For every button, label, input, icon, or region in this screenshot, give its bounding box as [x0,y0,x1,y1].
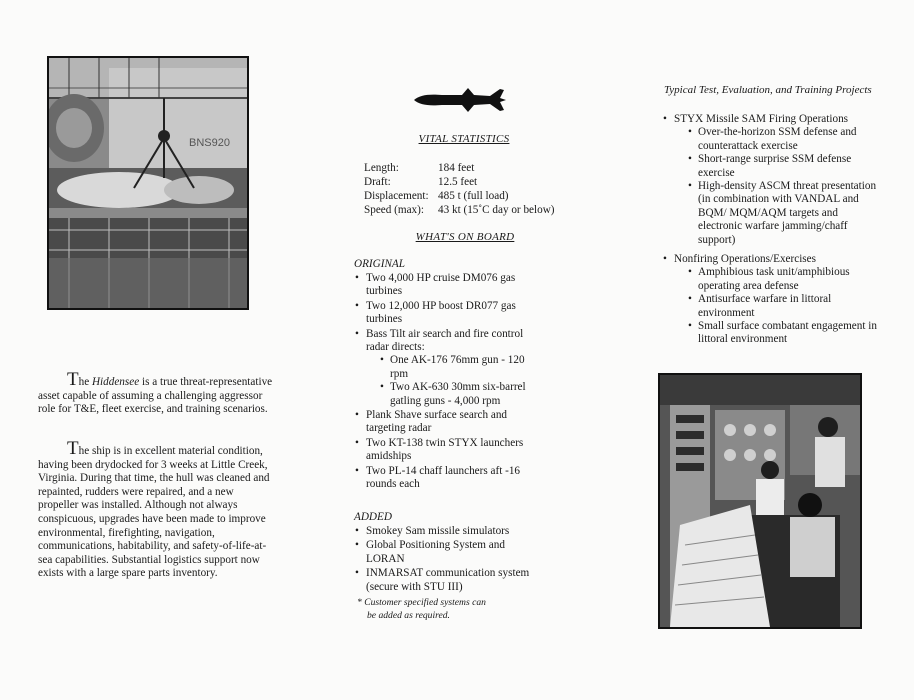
list-item: • Antisurface warfare in littoral environment [688,293,884,320]
control-room-photo [658,373,862,629]
list-item: • Two PL-14 chaff launchers aft -16 rounds each [354,465,534,492]
intro-paragraph-block [38,369,274,417]
list-item: • INMARSAT communication system (secure with STU III) [354,567,544,594]
drop-cap-letter: T [67,369,79,390]
list-item: • Bass Tilt air search and fire control radar directs: • One AK-176 76mm gun - 120 rpm • Two AK-630 30mm six-barrel gatling guns - 4,000 rpm [354,328,534,408]
list-item: • Smokey Sam missile simulators [354,525,544,538]
ship-deck-missile-loading-photo [49,58,247,308]
ship-deck-photo [47,56,249,310]
condition-paragraph: The ship is in excellent material condition, having been drydocked for 3 weeks at Little Creek, Virginia. During that time, the hull was cleaned and repainted, rudders were repaired, and a new propeller was installed. Although not always conspicuous, upgrades have been made to improve environmental, firefighting, navigation, communications, habitability, and safety-of-life-at-sea capabilities. Substantial logistics support now exists with a large spare parts inventory. [38,438,270,580]
added-label: ADDED [354,511,392,523]
added-equipment-list [354,525,544,594]
control-room-crew-photo [660,375,860,627]
sub-list [366,354,534,408]
list-item: • Plank Shave surface search and targeting radar [354,409,534,436]
whats-on-board-title: WHAT'S ON BOARD [415,231,515,243]
list-item: • Over-the-horizon SSM defense and counterattack exercise [688,126,884,153]
intro-paragraph: The Hiddensee is a true threat-representative asset capable of assuming a challenging aggressor role for T&E, fleet exercise, and training scenarios. [38,369,273,416]
stat-row-displacement: Displacement: 485 t (full load) [364,190,509,202]
stat-row-speed: Speed (max): 43 kt (15˚C day or below) [364,204,555,216]
list-item: • Two 4,000 HP cruise DM076 gas turbines [354,272,534,299]
list-item: • Global Positioning System and LORAN [354,539,544,566]
list-item: • Amphibious task unit/amphibious operating area defense [688,266,884,293]
list-item: • Two KT-138 twin STYX launchers amidships [354,437,534,464]
stat-row-length: Length: 184 feet [364,162,475,174]
vital-statistics-table [364,161,555,217]
condition-paragraph-block [38,438,274,581]
list-item: • Nonfiring Operations/Exercises • Amphibious task unit/amphibious operating area defense • Antisurface warfare in littoral environment • Small surface combatant engagement in littoral environment [662,253,884,347]
ship-name: Hiddensee [91,376,140,388]
sub-list [674,126,884,247]
list-item: • STYX Missile SAM Firing Operations • Over-the-horizon SSM defense and counterattack exercise • Short-range surprise SSM defense exercise • High-density ASCM threat presentation (in combination with VANDAL and BQM/ MQM/AQM targets and electronic warfare jamming/chaff support) [662,113,884,247]
nonfiring-operations-section [662,253,884,348]
missile-silhouette-icon [412,86,508,114]
list-item: • Small surface combatant engagement in littoral environment [688,320,884,347]
list-item: • One AK-176 76mm gun - 120 rpm [380,354,534,381]
projects-title: Typical Test, Evaluation, and Training Projects [664,84,872,96]
sub-list [674,266,884,346]
drop-cap-letter: T [67,438,79,459]
added-equipment-section [354,511,544,595]
list-item: • Two AK-630 30mm six-barrel gatling guns - 4,000 rpm [380,381,534,408]
list-item: • Short-range surprise SSM defense exercise [688,153,884,180]
original-equipment-list [354,272,534,492]
vital-statistics-title: VITAL STATISTICS [418,133,510,145]
styx-operations-section [662,113,884,248]
stat-row-draft: Draft: 12.5 feet [364,176,478,188]
original-label: ORIGINAL [354,258,405,270]
customer-note: * Customer specified systems can be added as required. [357,597,486,621]
svg-text:BNS920: BNS920 [189,137,230,149]
list-item: • High-density ASCM threat presentation (in combination with VANDAL and BQM/ MQM/AQM targets and electronic warfare jamming/chaff support) [688,180,884,247]
original-equipment-section [354,258,534,493]
list-item: • Two 12,000 HP boost DR077 gas turbines [354,300,534,327]
